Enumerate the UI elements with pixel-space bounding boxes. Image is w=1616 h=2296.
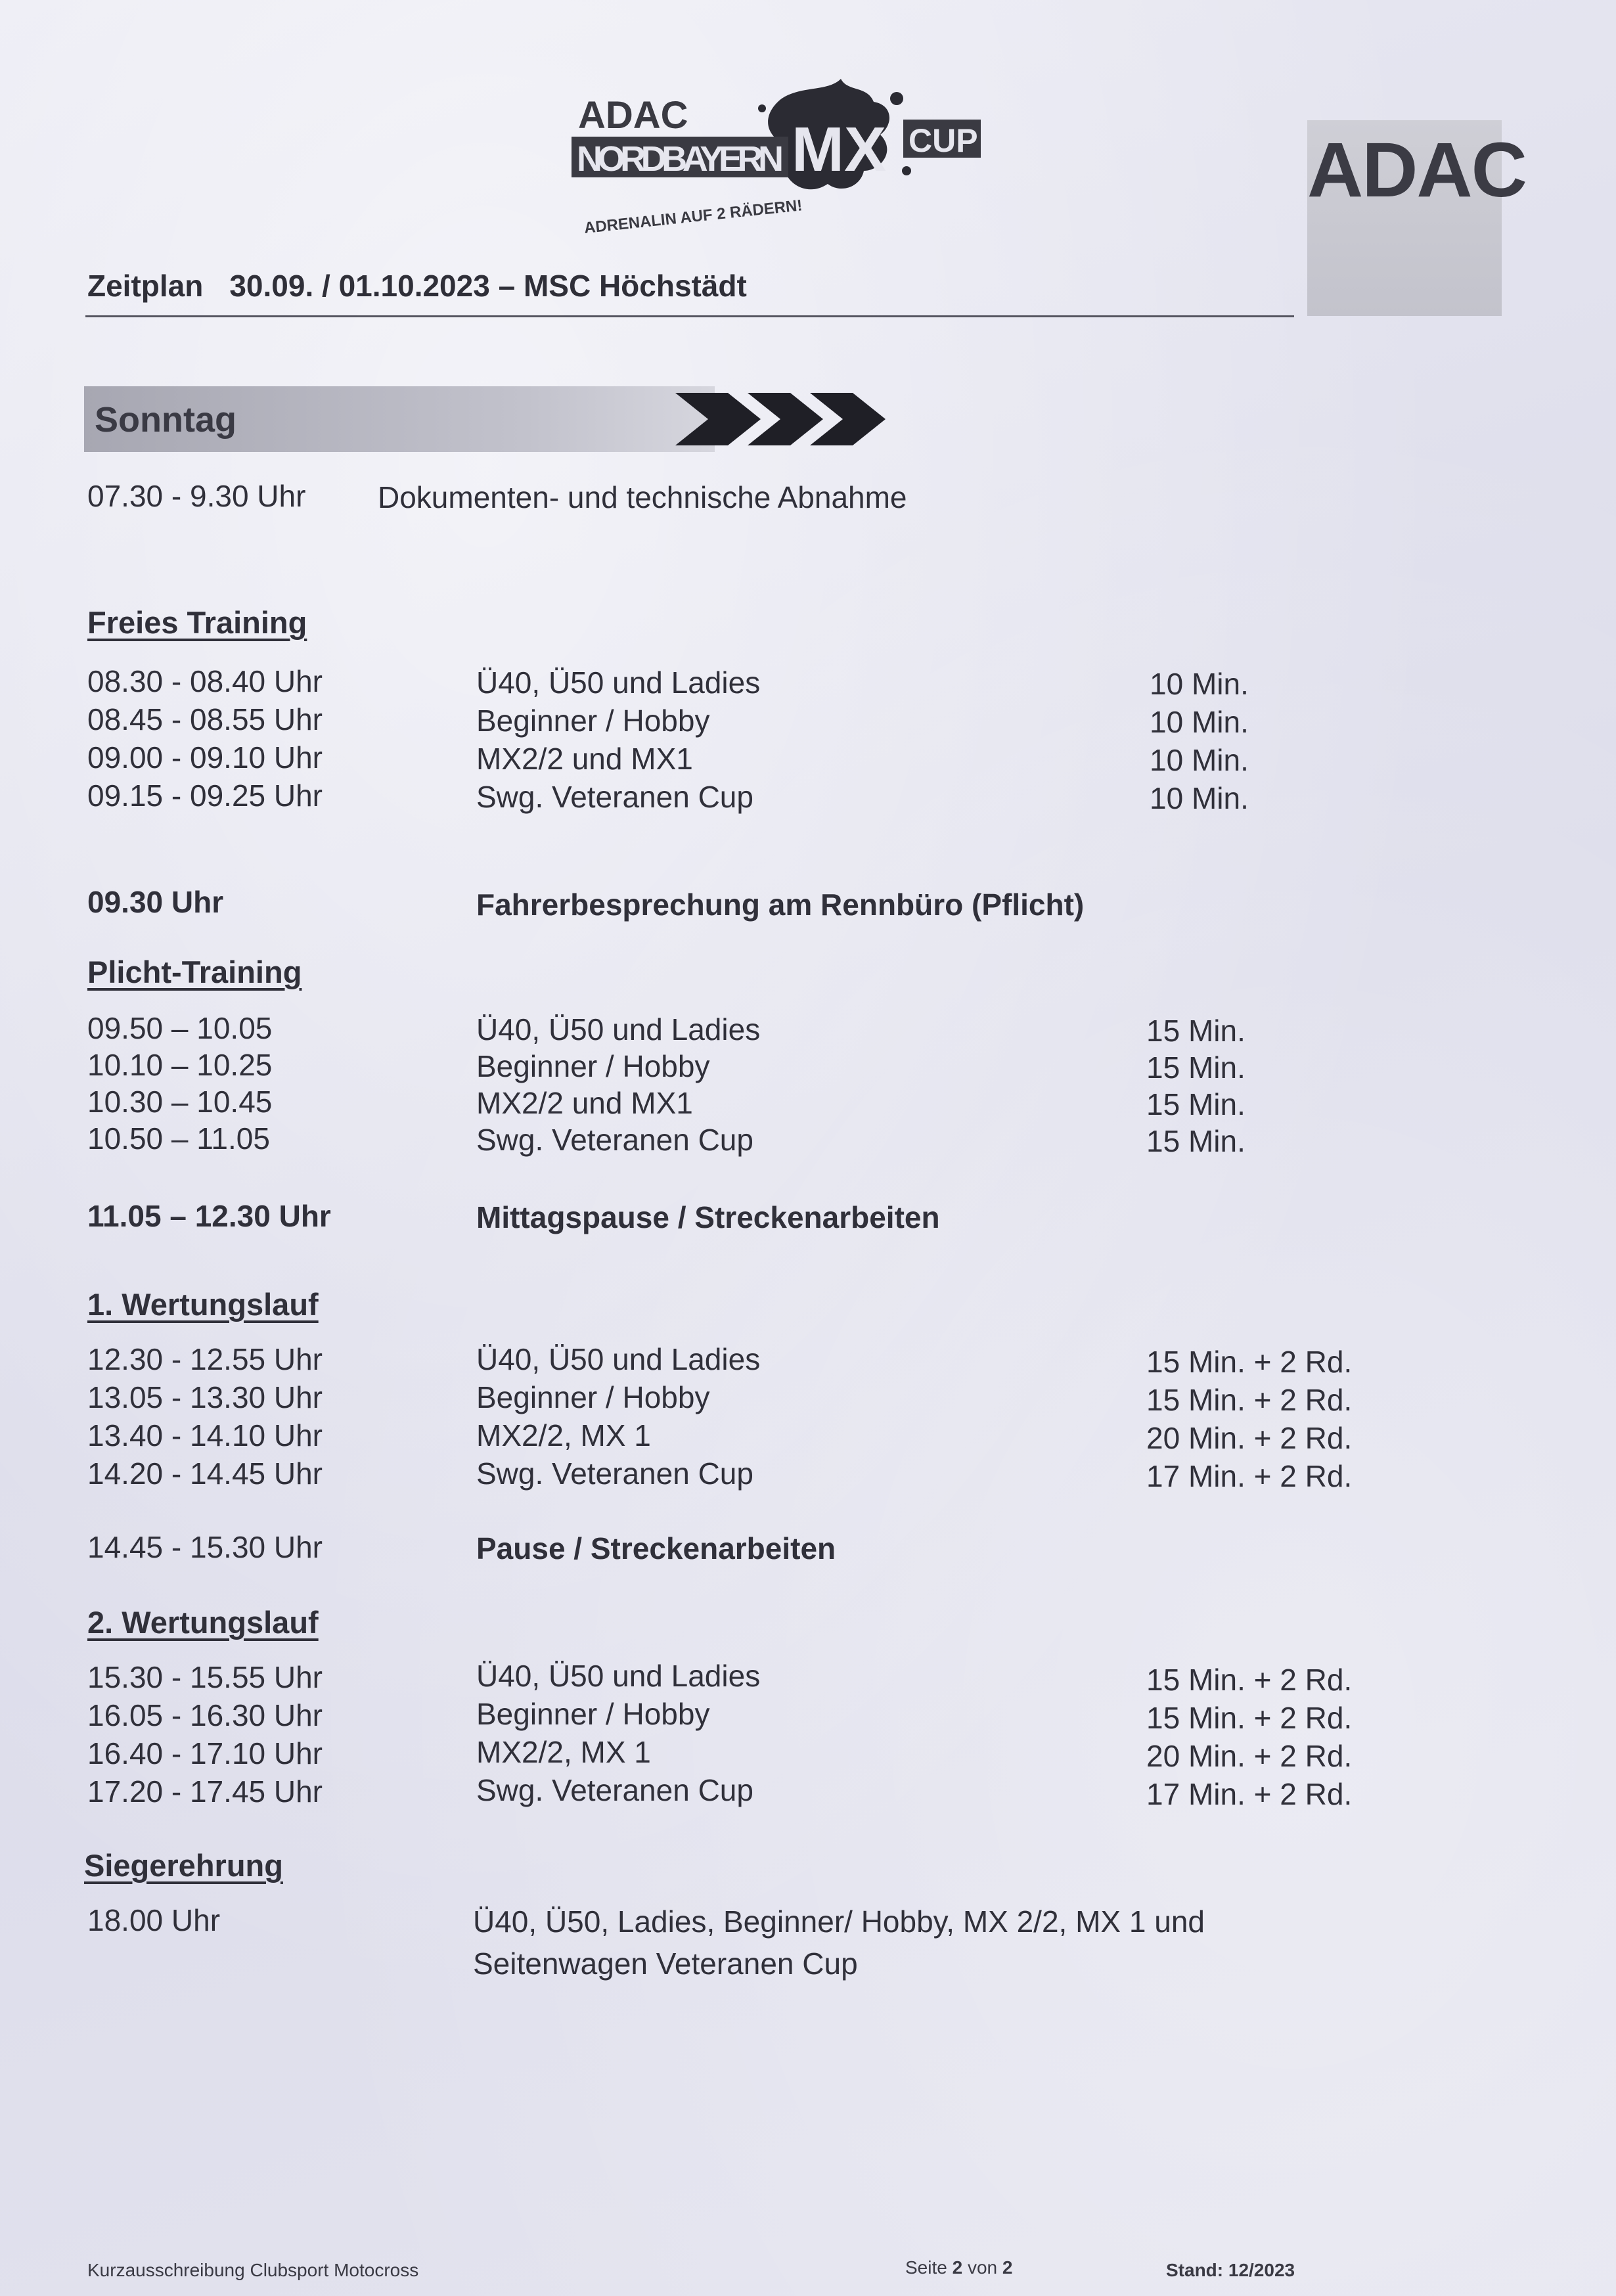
table-row-class: Swg. Veteranen Cup xyxy=(476,780,753,814)
table-row-class: MX2/2, MX 1 xyxy=(476,1735,651,1769)
logo-line1: ADAC xyxy=(578,94,688,137)
table-row-duration: 15 Min. + 2 Rd. xyxy=(1146,1701,1353,1735)
briefing-time: 09.30 Uhr xyxy=(87,885,224,919)
intro-text: Dokumenten- und technische Abnahme xyxy=(378,480,907,514)
footer-page-current: 2 xyxy=(952,2257,963,2278)
footer-left: Kurzausschreibung Clubsport Motocross xyxy=(87,2260,419,2280)
footer-page-prefix: Seite xyxy=(905,2257,947,2278)
title-label: Zeitplan xyxy=(87,269,204,303)
briefing-text: Fahrerbesprechung am Rennbüro (Pflicht) xyxy=(476,888,1085,922)
section-siegerehrung: Siegerehrung xyxy=(84,1848,283,1883)
table-row-time: 09.00 - 09.10 Uhr xyxy=(87,740,323,775)
table-row-class: Beginner / Hobby xyxy=(476,1049,710,1083)
table-row-duration: 10 Min. xyxy=(1150,705,1249,739)
intro-time: 07.30 - 9.30 Uhr xyxy=(87,479,306,513)
page-title xyxy=(87,268,747,304)
table-row-time: 13.05 - 13.30 Uhr xyxy=(87,1380,323,1414)
table-row-class: Beginner / Hobby xyxy=(476,1697,710,1731)
table-row-duration: 15 Min. xyxy=(1146,1014,1246,1048)
table-row-duration: 10 Min. xyxy=(1150,667,1249,701)
table-row-time: 10.10 – 10.25 xyxy=(87,1048,273,1082)
table-row-class: MX2/2 und MX1 xyxy=(476,742,693,776)
logo-line2: NORDBAYERN xyxy=(577,139,784,179)
table-row-duration: 17 Min. + 2 Rd. xyxy=(1146,1777,1353,1811)
table-row-class: Beginner / Hobby xyxy=(476,704,710,738)
adac-badge xyxy=(1307,120,1526,316)
section-freies-training: Freies Training xyxy=(87,605,307,640)
logo-slogan: ADRENALIN AUF 2 RÄDERN! xyxy=(583,196,803,237)
table-row-time: 13.40 - 14.10 Uhr xyxy=(87,1418,323,1452)
table-row-class: MX2/2 und MX1 xyxy=(476,1086,693,1120)
section-wertungslauf-1: 1. Wertungslauf xyxy=(87,1287,319,1322)
title-dates: 30.09. / 01.10.2023 – MSC Höchstädt xyxy=(229,269,747,303)
siegerehrung-time: 18.00 Uhr xyxy=(87,1903,221,1937)
day-label: Sonntag xyxy=(95,400,236,439)
chevron-arrows-icon xyxy=(675,386,938,452)
table-row-duration: 15 Min. xyxy=(1146,1050,1246,1085)
table-row-duration: 20 Min. + 2 Rd. xyxy=(1146,1421,1353,1455)
table-row-time: 14.20 - 14.45 Uhr xyxy=(87,1456,323,1491)
logo-mx: MX xyxy=(792,114,886,185)
table-row-duration: 20 Min. + 2 Rd. xyxy=(1146,1739,1353,1773)
table-row-duration: 17 Min. + 2 Rd. xyxy=(1146,1459,1353,1493)
footer-page-total: 2 xyxy=(1002,2257,1013,2278)
table-row-class: Swg. Veteranen Cup xyxy=(476,1773,753,1807)
table-row-time: 09.50 – 10.05 xyxy=(87,1011,273,1045)
lunch-time: 11.05 – 12.30 Uhr xyxy=(87,1199,331,1233)
table-row-duration: 15 Min. + 2 Rd. xyxy=(1146,1383,1353,1417)
siegerehrung-line1: Ü40, Ü50, Ladies, Beginner/ Hobby, MX 2/2, MX 1 und xyxy=(473,1904,1205,1939)
section-wertungslauf-2: 2. Wertungslauf xyxy=(87,1605,319,1640)
table-row-time: 12.30 - 12.55 Uhr xyxy=(87,1342,323,1376)
pause-text: Pause / Streckenarbeiten xyxy=(476,1531,836,1565)
table-row-time: 10.50 – 11.05 xyxy=(87,1121,270,1156)
table-row-time: 09.15 - 09.25 Uhr xyxy=(87,778,323,813)
siegerehrung-line2: Seitenwagen Veteranen Cup xyxy=(473,1947,858,1981)
table-row-time: 16.40 - 17.10 Uhr xyxy=(87,1736,323,1770)
table-row-class: Ü40, Ü50 und Ladies xyxy=(476,1012,761,1047)
table-row-class: MX2/2, MX 1 xyxy=(476,1418,651,1452)
table-row-class: Swg. Veteranen Cup xyxy=(476,1123,753,1157)
table-row-duration: 15 Min. + 2 Rd. xyxy=(1146,1663,1353,1697)
lunch-text: Mittagspause / Streckenarbeiten xyxy=(476,1200,940,1234)
logo-cup: CUP xyxy=(909,122,978,159)
table-row-duration: 15 Min. xyxy=(1146,1087,1246,1121)
footer-page-number xyxy=(905,2257,1012,2278)
table-row-duration: 15 Min. xyxy=(1146,1124,1246,1158)
footer-stand: Stand: 12/2023 xyxy=(1166,2260,1295,2280)
table-row-class: Swg. Veteranen Cup xyxy=(476,1456,753,1491)
table-row-time: 08.30 - 08.40 Uhr xyxy=(87,664,323,698)
table-row-time: 17.20 - 17.45 Uhr xyxy=(87,1774,323,1809)
table-row-class: Ü40, Ü50 und Ladies xyxy=(476,665,761,700)
table-row-duration: 10 Min. xyxy=(1150,781,1249,815)
adac-nordbayern-mx-cup-logo xyxy=(565,72,985,243)
footer-page-mid: von xyxy=(967,2257,998,2278)
table-row-class: Beginner / Hobby xyxy=(476,1380,710,1414)
table-row-time: 08.45 - 08.55 Uhr xyxy=(87,702,323,736)
table-row-class: Ü40, Ü50 und Ladies xyxy=(476,1659,761,1693)
day-banner xyxy=(84,386,715,452)
pause-time: 14.45 - 15.30 Uhr xyxy=(87,1530,323,1564)
table-row-duration: 15 Min. + 2 Rd. xyxy=(1146,1345,1353,1379)
section-pflicht-training: Plicht-Training xyxy=(87,955,302,989)
table-row-time: 16.05 - 16.30 Uhr xyxy=(87,1698,323,1732)
adac-badge-text: ADAC xyxy=(1307,127,1526,214)
table-row-duration: 10 Min. xyxy=(1150,743,1249,777)
title-divider xyxy=(85,315,1294,317)
table-row-time: 10.30 – 10.45 xyxy=(87,1085,273,1119)
table-row-class: Ü40, Ü50 und Ladies xyxy=(476,1342,761,1376)
table-row-time: 15.30 - 15.55 Uhr xyxy=(87,1660,323,1694)
